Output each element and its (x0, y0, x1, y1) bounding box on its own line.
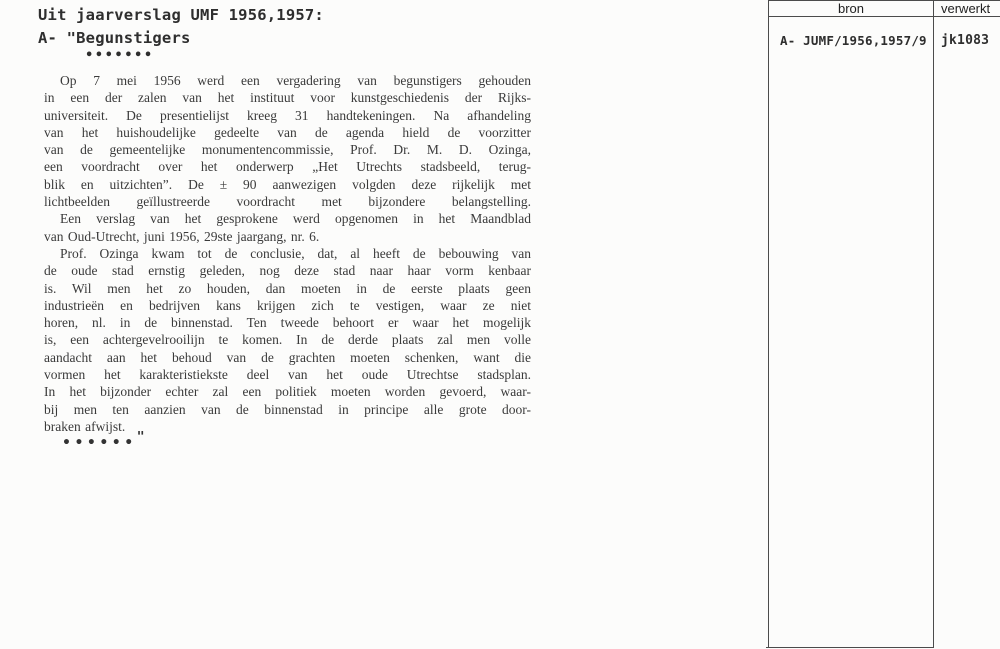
ellipsis-close-dots: •••••• (62, 435, 137, 451)
clipping-line: bij men ten aanzien van de binnenstad in principe alle grote door- (44, 401, 531, 417)
clipping-line: vormen het karakteristiekste deel van het oude Utrechtse stadsplan. (44, 367, 531, 383)
clipping-line: van de gemeentelijke monumentencommissie, Prof. Dr. M. D. Ozinga, (44, 142, 531, 158)
ledger-header-rule (768, 16, 1000, 17)
clipping-line: blik en uitzichten”. De ± 90 aanwezigen volgden deze rijkelijk met (44, 176, 531, 192)
clipping-line: van het huishoudelijke gedeelte van de agenda hield de voorzitter (44, 124, 531, 140)
clipping-line: braken afwijst. (44, 418, 126, 434)
verwerkt-value: jk1083 (941, 33, 990, 48)
clipping-line: In het bijzonder echter zal een politiek moeten worden gevoerd, waar- (44, 384, 531, 400)
clipping-line: een voordracht over het onderwerp „Het Utrechts stadsbeeld, terug- (44, 159, 531, 175)
clipping-line: horen, nl. in de binnenstad. Ten tweede behoort er waar het mogelijk (44, 315, 531, 331)
clipping-line: in een der zalen van het instituut voor kunstgeschiedenis der Rijks- (44, 90, 531, 106)
ellipsis-close (62, 430, 145, 451)
clipping-line: Prof. Ozinga kwam tot de conclusie, dat, al heeft de bebouwing van (60, 245, 531, 261)
column-header-bron: bron (837, 1, 865, 16)
card-header-title: Uit jaarverslag UMF 1956,1957: (38, 6, 324, 24)
clipping-line: is, een achtergevelrooilijn te komen. In de derde plaats zal men volle (44, 332, 531, 348)
card-header (38, 4, 558, 50)
clipping-text (44, 72, 531, 435)
ledger-left-rule (768, 0, 769, 647)
clipping-line: van Oud-Utrecht, juni 1956, 29ste jaargang, nr. 6. (44, 228, 320, 244)
bron-value: A- JUMF/1956,1957/9 (780, 33, 927, 48)
clipping-line: is. Wil men het zo houden, dan moeten in de eerste plaats geen (44, 280, 531, 296)
clipping-line: de oude stad ernstig geleden, nog deze stad naar haar vorm kenbaar (44, 263, 531, 279)
clipping-line: lichtbeelden geïllustreerde voordracht met bijzondere belangstelling. (44, 194, 531, 210)
clipping-line: aandacht aan het behoud van de grachten moeten schenken, want die (44, 349, 531, 365)
clipping-line: industrieën en bedrijven kans krijgen zich te vestigen, waar ze niet (44, 297, 531, 313)
closing-quote: " (136, 430, 145, 445)
card-header-subtitle: A- "Begunstigers (38, 29, 191, 47)
ellipsis-open: ••••••• (85, 48, 154, 63)
column-header-verwerkt: verwerkt (941, 1, 991, 16)
clipping-line: universiteit. De presentielijst kreeg 31 handtekeningen. Na afhandeling (44, 107, 531, 123)
clipping-line: Een verslag van het gesprokene werd opgenomen in het Maandblad (60, 211, 531, 227)
clipping-line: Op 7 mei 1956 werd een vergadering van begunstigers gehouden (60, 73, 531, 88)
ledger-middle-rule (933, 0, 934, 647)
ledger-bottom-rule (766, 647, 934, 648)
